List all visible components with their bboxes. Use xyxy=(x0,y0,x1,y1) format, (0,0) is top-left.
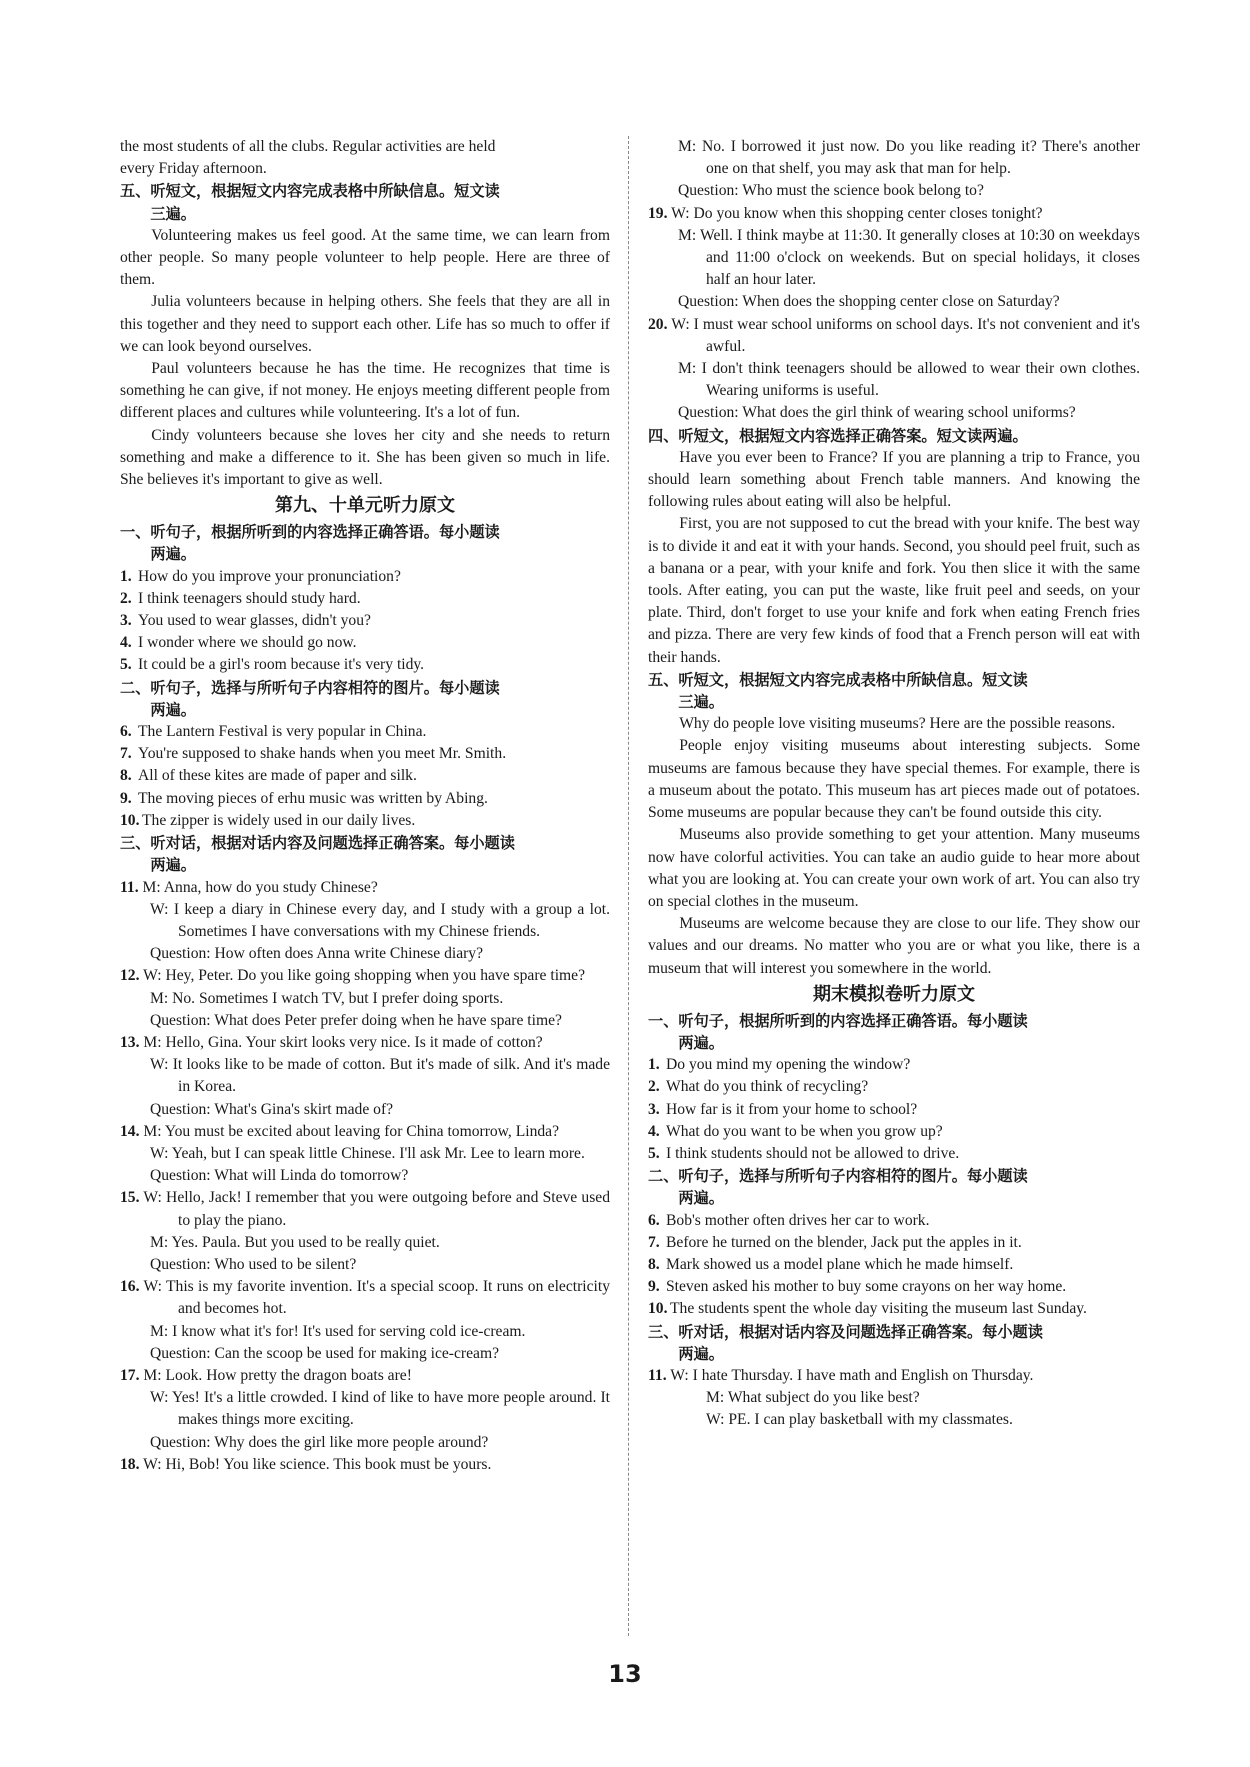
dialog-line: 18. W: Hi, Bob! You like science. This book must be yours. xyxy=(120,1455,492,1473)
section-heading: 二、听句子，选择与所听句子内容相符的图片。每小题读 两遍。 xyxy=(120,678,500,719)
paragraph: Why do people love visiting museums? Here are the possible reasons. xyxy=(679,715,1116,733)
list-item: 5. I think students should not be allowed to drive. xyxy=(648,1144,960,1162)
dialog-question: Question: How often does Anna write Chinese diary? xyxy=(150,945,484,963)
list-item: 9. The moving pieces of erhu music was written by Abing. xyxy=(120,789,488,807)
list-item: 2. What do you think of recycling? xyxy=(648,1078,869,1096)
dialog-line: 13. M: Hello, Gina. Your skirt looks very nice. Is it made of cotton? xyxy=(120,1033,543,1051)
dialog-line: M: I don't think teenagers should be allowed to wear their own clothes. Wearing uniforms is useful. xyxy=(678,360,1140,400)
section-heading: 一、听句子，根据所听到的内容选择正确答语。每小题读 两遍。 xyxy=(648,1011,1028,1052)
dialog-line: 12. W: Hey, Peter. Do you like going shopping when you have spare time? xyxy=(120,967,585,985)
dialog-question: Question: Who used to be silent? xyxy=(150,1255,357,1273)
section-heading: 四、听短文，根据短文内容选择正确答案。短文读两遍。 xyxy=(648,426,1028,445)
dialog-line: W: Yeah, but I can speak little Chinese. I'll ask Mr. Lee to learn more. xyxy=(150,1144,585,1162)
section-heading: 二、听句子，选择与所听句子内容相符的图片。每小题读 两遍。 xyxy=(648,1167,1028,1208)
list-item: 2. I think teenagers should study hard. xyxy=(120,589,361,607)
paragraph: Museums are welcome because they are close to our life. They show our values and our dreams. No matter who you are or what you like, there is a museum that will interest you somewhere in the world. xyxy=(648,915,1140,977)
intro-line: every Friday afternoon. xyxy=(120,160,267,178)
list-item: 3. How far is it from your home to school? xyxy=(648,1100,918,1118)
dialog-line: M: I know what it's for! It's used for serving cold ice-cream. xyxy=(150,1322,526,1340)
dialog-list xyxy=(120,877,610,1476)
dialog-line: M: No. Sometimes I watch TV, but I prefer doing sports. xyxy=(150,989,504,1007)
dialog-line: M: What subject do you like best? xyxy=(706,1389,920,1407)
paragraph: Julia volunteers because in helping others. She feels that they are all in this together and they need to support each other. Life has so much to offer if we can look beyond ourselves. xyxy=(120,293,610,355)
dialog-line: W: PE. I can play basketball with my classmates. xyxy=(706,1411,1013,1429)
list-item: 10. The zipper is widely used in our daily lives. xyxy=(120,811,416,829)
section-heading: 一、听句子，根据所听到的内容选择正确答语。每小题读 两遍。 xyxy=(120,523,500,564)
dialog-line: W: It looks like to be made of cotton. But it's made of silk. And it's made in Korea. xyxy=(150,1056,610,1096)
list-item: 8. Mark showed us a model plane which he made himself. xyxy=(648,1255,1014,1273)
paragraph: Paul volunteers because he has the time. He recognizes that time is something he can give, if not money. He enjoys meeting different people from different places and cultures while volunteering. It's a lot of fun. xyxy=(120,360,610,422)
paragraph: Have you ever been to France? If you are planning a trip to France, you should learn something about French table manners. And knowing the following rules about eating will also be helpful. xyxy=(648,448,1140,511)
dialog-line: 16. W: This is my favorite invention. It's a special scoop. It runs on electricity and becomes hot. xyxy=(120,1278,610,1318)
dialog-question: Question: When does the shopping center close on Saturday? xyxy=(678,293,1060,311)
unit-title: 第九、十单元听力原文 xyxy=(275,495,455,517)
paragraph: First, you are not supposed to cut the bread with your knife. The best way is to divide it and eat it with your hands. Second, you should peel fruit, such as a banana or a pear, with your knife and fork. You then slice it with the same tools. After eating, you can put the waste, like fruit peel and seeds, on your plate. Third, don't forget to use your knife and fork when eating French fries and pizza. There are very few kinds of food that a French person will eat with their hands. xyxy=(648,515,1140,666)
paragraph: People enjoy visiting museums about interesting subjects. Some museums are famous because they have special themes. For example, there is a museum about the potato. This museum has art pieces made out of potatoes. Some museums are popular because they can't be found outside this city. xyxy=(648,737,1140,822)
dialog-question: Question: Can the scoop be used for making ice-cream? xyxy=(150,1344,500,1362)
paragraph: Cindy volunteers because she loves her city and she needs to return something and make a difference to it. She has been given so much in life. She believes it's important to give as well. xyxy=(120,426,610,489)
dialog-list xyxy=(648,203,1140,425)
list-item: 6. Bob's mother often drives her car to work. xyxy=(648,1211,930,1229)
list-item: 7. You're supposed to shake hands when you meet Mr. Smith. xyxy=(120,745,507,763)
dialog-line: M: Well. I think maybe at 11:30. It generally closes at 10:30 on weekdays and 11:00 o'clock on weekends. But on special holidays, it closes half an hour later. xyxy=(678,226,1140,289)
list-item: 3. You used to wear glasses, didn't you? xyxy=(120,612,371,630)
dialog-question: Question: What will Linda do tomorrow? xyxy=(150,1167,409,1185)
dialog-line: W: Yes! It's a little crowded. I kind of like to have more people around. It makes things more exciting. xyxy=(150,1389,610,1429)
section-heading: 五、听短文，根据短文内容完成表格中所缺信息。短文读 三遍。 xyxy=(120,182,500,223)
final-title: 期末模拟卷听力原文 xyxy=(813,983,975,1005)
intro-line: the most students of all the clubs. Regular activities are held xyxy=(120,138,496,155)
section-heading: 五、听短文，根据短文内容完成表格中所缺信息。短文读 三遍。 xyxy=(648,670,1028,712)
column-divider xyxy=(628,136,629,1636)
section-heading: 三、听对话，根据对话内容及问题选择正确答案。每小题读 两遍。 xyxy=(120,834,515,875)
page-number: 13 xyxy=(608,1660,642,1688)
dialog-question: Question: What does the girl think of wearing school uniforms? xyxy=(678,404,1076,422)
list-item: 4. What do you want to be when you grow up? xyxy=(648,1122,943,1140)
list-item: 8. All of these kites are made of paper and silk. xyxy=(120,767,417,785)
dialog-line: 11. M: Anna, how do you study Chinese? xyxy=(120,878,378,896)
paragraph: Museums also provide something to get your attention. Many museums now have colorful activities. You can take an audio guide to hear more about what you are looking at. You can create your own work of art. You can also try on special clothes in the museum. xyxy=(648,826,1140,910)
list-item: 9. Steven asked his mother to buy some crayons on her way home. xyxy=(648,1278,1067,1296)
dialog-line: 15. W: Hello, Jack! I remember that you were outgoing before and Steve used to play the piano. xyxy=(120,1189,610,1229)
dialog-question: Question: Why does the girl like more people around? xyxy=(150,1433,489,1451)
dialog-line: 20. W: I must wear school uniforms on school days. It's not convenient and it's awful. xyxy=(648,315,1140,355)
dialog-question: Question: What does Peter prefer doing when he have spare time? xyxy=(150,1011,562,1029)
list-item: 4. I wonder where we should go now. xyxy=(120,634,357,652)
dialog-line: M: Yes. Paula. But you used to be really quiet. xyxy=(150,1233,440,1251)
dialog-line: 19. W: Do you know when this shopping center closes tonight? xyxy=(648,204,1043,222)
right-column xyxy=(648,136,1140,1432)
section-heading: 三、听对话，根据对话内容及问题选择正确答案。每小题读 两遍。 xyxy=(648,1322,1043,1363)
dialog-line: 11. W: I hate Thursday. I have math and English on Thursday. xyxy=(648,1366,1034,1384)
list-item: 7. Before he turned on the blender, Jack put the apples in it. xyxy=(648,1233,1022,1251)
dialog-line: 17. M: Look. How pretty the dragon boats are! xyxy=(120,1366,412,1384)
dialog-line: M: No. I borrowed it just now. Do you like reading it? There's another one on that shelf, you may ask that man for help. xyxy=(678,138,1140,178)
left-column xyxy=(120,136,610,1476)
list-item: 5. It could be a girl's room because it's very tidy. xyxy=(120,656,425,674)
paragraph: Volunteering makes us feel good. At the same time, we can learn from other people. So many people volunteer to help people. Here are three of them. xyxy=(120,226,610,289)
list-item: 6. The Lantern Festival is very popular in China. xyxy=(120,723,427,741)
list-item: 10. The students spent the whole day visiting the museum last Sunday. xyxy=(648,1300,1087,1318)
list-item: 1. How do you improve your pronunciation? xyxy=(120,567,401,585)
list-item: 1. Do you mind my opening the window? xyxy=(648,1056,911,1074)
dialog-line: W: I keep a diary in Chinese every day, and I study with a group a lot. Sometimes I have conversations with my Chinese friends. xyxy=(150,900,610,940)
dialog-question: Question: Who must the science book belong to? xyxy=(678,182,984,200)
dialog-line: 14. M: You must be excited about leaving for China tomorrow, Linda? xyxy=(120,1122,560,1140)
dialog-question: Question: What's Gina's skirt made of? xyxy=(150,1100,394,1118)
